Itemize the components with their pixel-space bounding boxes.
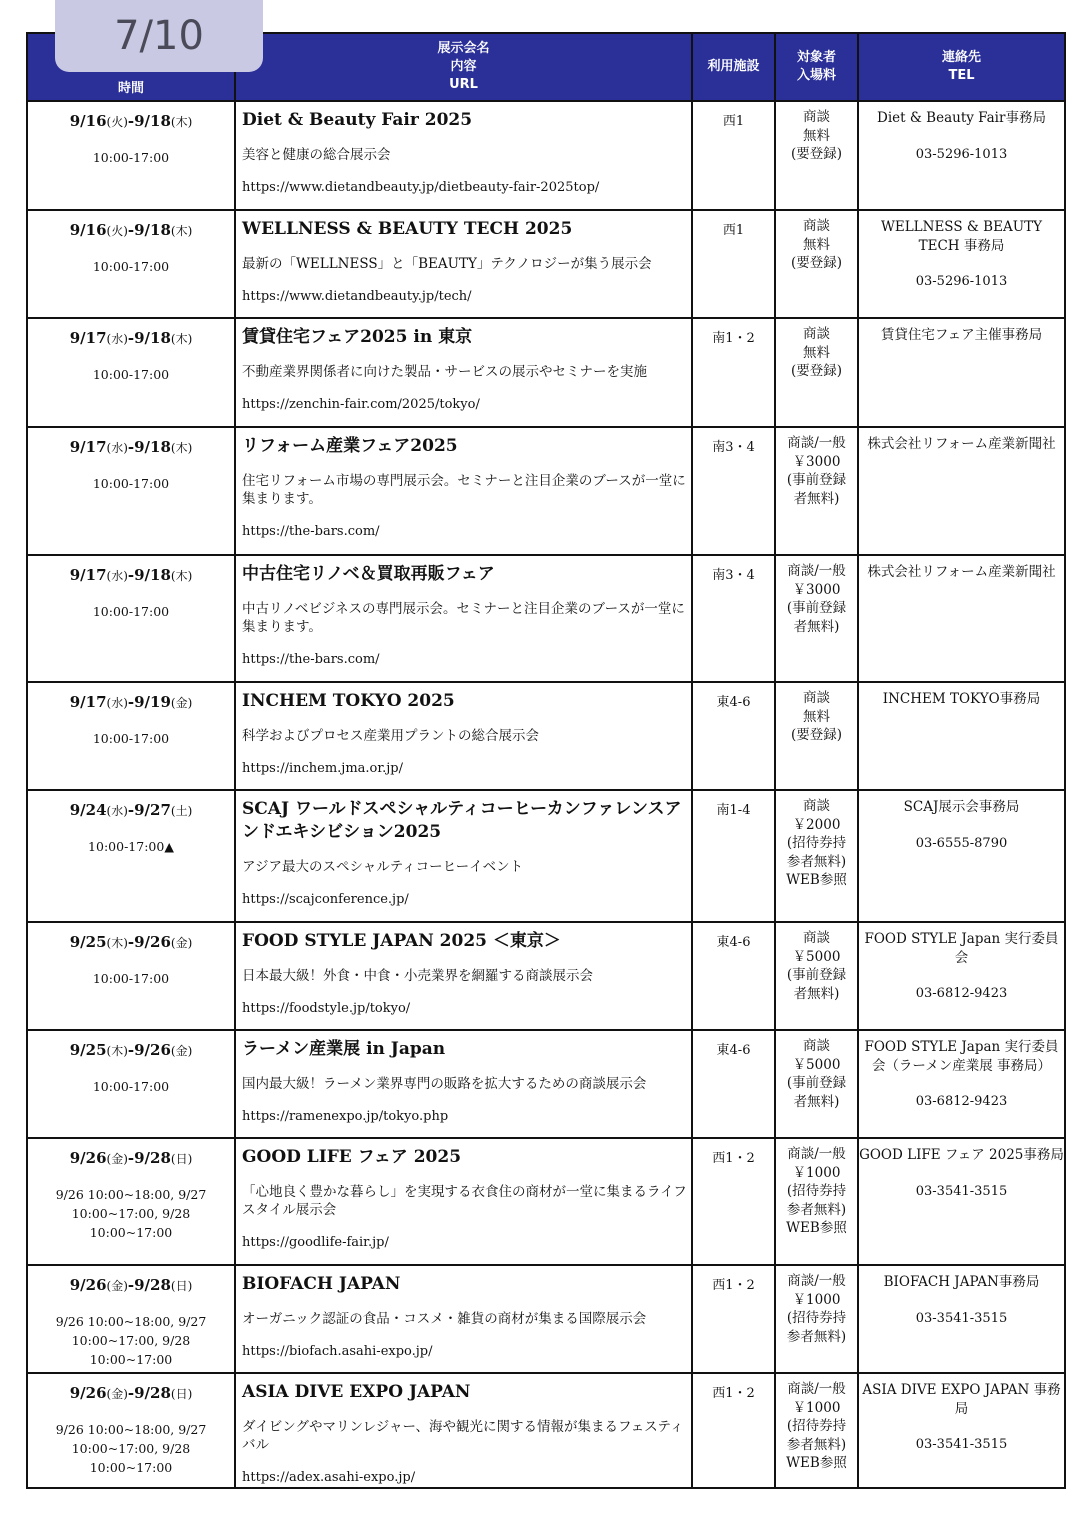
venue-cell: 東4-6 (692, 1030, 775, 1138)
event-info-cell (235, 1030, 692, 1138)
table-row (27, 922, 1065, 1030)
date-cell (27, 427, 235, 555)
admission-cell: 商談 無料 (要登録) (775, 210, 858, 318)
admission-cell: 商談/一般 ￥1000 (招待券持 参者無料) (775, 1265, 858, 1373)
admission-cell: 商談 ￥5000 (事前登録 者無料) (775, 1030, 858, 1138)
contact-cell (858, 1138, 1065, 1265)
event-hours: 10:00-17:00 (92, 259, 170, 274)
event-title: BIOFACH JAPAN (242, 1274, 401, 1294)
table-row (27, 427, 1065, 555)
date-cell (27, 790, 235, 922)
contact-cell (858, 1265, 1065, 1373)
venue-cell: 南1-4 (692, 790, 775, 922)
contact-tel: 03-3541-3515 (915, 1183, 1008, 1199)
table-row (27, 682, 1065, 790)
event-title: ラーメン産業展 in Japan (242, 1039, 446, 1059)
admission-cell: 商談 無料 (要登録) (775, 101, 858, 210)
event-date: 9/25(木)-9/26(金) (69, 1041, 193, 1059)
event-description: オーガニック認証の食品・コスメ・雑貨の商材が集まる国際展示会 (242, 1311, 647, 1327)
contact-organizer: 株式会社リフォーム産業新聞社 (867, 436, 1056, 452)
venue-cell: 東4-6 (692, 682, 775, 790)
event-title: 賃貸住宅フェア2025 in 東京 (242, 327, 473, 347)
admission-cell: 商談 ￥2000 (招待券持 参者無料) WEB参照 (775, 790, 858, 922)
contact-organizer: WELLNESS & BEAUTY TECH 事務局 (880, 219, 1042, 254)
event-url-link[interactable]: https://scajconference.jp/ (242, 892, 409, 907)
contact-cell (858, 790, 1065, 922)
event-description: 美容と健康の総合展示会 (242, 147, 391, 163)
event-description: 科学およびプロセス産業用プラントの総合展示会 (242, 728, 539, 744)
event-hours: 10:00-17:00 (92, 604, 170, 619)
contact-tel: 03-3541-3515 (915, 1437, 1008, 1452)
event-info-cell (235, 101, 692, 210)
event-url-link[interactable]: https://zenchin-fair.com/2025/tokyo/ (242, 397, 480, 412)
admission-cell: 商談 ￥5000 (事前登録 者無料) (775, 922, 858, 1030)
event-hours: 10:00-17:00▲ (88, 839, 174, 854)
admission-cell: 商談 無料 (要登録) (775, 682, 858, 790)
event-info-cell (235, 210, 692, 318)
table-row (27, 210, 1065, 318)
event-url-link[interactable]: https://goodlife-fair.jp/ (242, 1235, 389, 1250)
venue-cell: 南3・4 (692, 555, 775, 682)
event-description: 住宅リフォーム市場の専門展示会。セミナーと注目企業のブースが一堂に集まります。 (242, 473, 686, 507)
venue-cell: 南1・2 (692, 318, 775, 427)
event-url-link[interactable]: https://the-bars.com/ (242, 524, 380, 539)
event-date: 9/17(水)-9/18(木) (69, 566, 193, 584)
table-row (27, 555, 1065, 682)
event-info-cell (235, 1138, 692, 1265)
event-url-link[interactable]: https://adex.asahi-expo.jp/ (242, 1470, 416, 1485)
contact-organizer: FOOD STYLE Japan 実行委員会 (864, 931, 1059, 966)
contact-organizer: INCHEM TOKYO事務局 (882, 691, 1041, 707)
event-date: 9/16(火)-9/18(木) (69, 112, 193, 130)
event-url-link[interactable]: https://www.dietandbeauty.jp/tech/ (242, 289, 472, 304)
event-url-link[interactable]: https://foodstyle.jp/tokyo/ (242, 1001, 411, 1016)
event-hours: 10:00-17:00 (92, 971, 170, 986)
event-date: 9/16(火)-9/18(木) (69, 221, 193, 239)
event-title: リフォーム産業フェア2025 (242, 436, 458, 456)
event-title: FOOD STYLE JAPAN 2025 ＜東京＞ (242, 931, 561, 951)
event-hours: 9/26 10:00~18:00, 9/27 10:00~17:00, 9/28 10:00~17:00 (55, 1422, 207, 1475)
table-row (27, 1373, 1065, 1488)
table-row (27, 1138, 1065, 1265)
contact-tel: 03-6812-9423 (915, 1094, 1008, 1109)
header-time: 時間 (27, 33, 235, 101)
header-venue: 利用施設 (692, 33, 775, 101)
event-info-cell (235, 790, 692, 922)
contact-tel: 03-6812-9423 (915, 986, 1008, 1001)
venue-cell: 西1・2 (692, 1265, 775, 1373)
date-cell (27, 1265, 235, 1373)
contact-cell (858, 101, 1065, 210)
event-info-cell (235, 427, 692, 555)
event-date: 9/24(水)-9/27(土) (69, 801, 193, 819)
event-date: 9/26(金)-9/28(日) (69, 1384, 193, 1402)
event-date: 9/17(水)-9/19(金) (69, 693, 193, 711)
event-title: INCHEM TOKYO 2025 (242, 691, 455, 711)
contact-organizer: GOOD LIFE フェア 2025事務局 (859, 1147, 1064, 1163)
event-url-link[interactable]: https://www.dietandbeauty.jp/dietbeauty-fair-2025top/ (242, 180, 600, 195)
venue-cell: 西1・2 (692, 1138, 775, 1265)
event-date: 9/17(水)-9/18(木) (69, 438, 193, 456)
table-row (27, 1030, 1065, 1138)
event-info-cell (235, 1265, 692, 1373)
venue-cell: 南3・4 (692, 427, 775, 555)
event-date: 9/26(金)-9/28(日) (69, 1276, 193, 1294)
event-info-cell (235, 682, 692, 790)
event-info-cell (235, 555, 692, 682)
admission-cell: 商談 無料 (要登録) (775, 318, 858, 427)
event-description: 日本最大級！外食・中食・小売業界を網羅する商談展示会 (242, 968, 593, 984)
event-description: ダイビングやマリンレジャー、海や観光に関する情報が集まるフェスティバル (242, 1419, 684, 1453)
contact-cell (858, 555, 1065, 682)
event-date: 9/17(水)-9/18(木) (69, 329, 193, 347)
contact-organizer: BIOFACH JAPAN事務局 (883, 1274, 1040, 1290)
event-date: 9/26(金)-9/28(日) (69, 1149, 193, 1167)
table-row (27, 790, 1065, 922)
date-cell (27, 1138, 235, 1265)
header-target: 対象者 入場料 (775, 33, 858, 101)
contact-cell (858, 682, 1065, 790)
event-hours: 9/26 10:00~18:00, 9/27 10:00~17:00, 9/28 10:00~17:00 (55, 1314, 207, 1367)
contact-cell (858, 318, 1065, 427)
event-hours: 10:00-17:00 (92, 367, 170, 382)
contact-cell (858, 1373, 1065, 1488)
event-title: Diet & Beauty Fair 2025 (242, 110, 473, 130)
event-url-link[interactable]: https://biofach.asahi-expo.jp/ (242, 1344, 433, 1359)
table-body (27, 101, 1065, 1488)
event-url-link[interactable]: https://ramenexpo.jp/tokyo.php (242, 1109, 449, 1124)
event-description: アジア最大のスペシャルティコーヒーイベント (242, 859, 524, 875)
venue-cell: 西1 (692, 210, 775, 318)
event-url-link[interactable]: https://inchem.jma.or.jp/ (242, 761, 404, 776)
date-cell (27, 210, 235, 318)
event-hours: 10:00-17:00 (92, 731, 170, 746)
header-event: 展示会名 内容 URL (235, 33, 692, 101)
table-row (27, 1265, 1065, 1373)
venue-cell: 西1・2 (692, 1373, 775, 1488)
event-info-cell (235, 1373, 692, 1488)
page-indicator: 7/10 (55, 0, 263, 72)
event-title: 中古住宅リノベ＆買取再販フェア (242, 564, 495, 584)
contact-tel: 03-6555-8790 (915, 835, 1008, 851)
admission-cell: 商談/一般 ￥1000 (招待券持 参者無料) WEB参照 (775, 1373, 858, 1488)
venue-cell: 東4-6 (692, 922, 775, 1030)
contact-cell (858, 922, 1065, 1030)
date-cell (27, 682, 235, 790)
event-title: SCAJ ワールドスペシャルティコーヒーカンファレンスアンドエキシビション2025 (242, 799, 682, 842)
event-description: 不動産業界関係者に向けた製品・サービスの展示やセミナーを実施 (242, 364, 647, 380)
date-cell (27, 555, 235, 682)
exhibition-schedule-table (26, 32, 1066, 1489)
contact-tel: 03-3541-3515 (915, 1310, 1008, 1326)
venue-cell: 西1 (692, 101, 775, 210)
table-row (27, 101, 1065, 210)
table-row (27, 318, 1065, 427)
date-cell (27, 101, 235, 210)
event-description: 国内最大級！ラーメン業界専門の販路を拡大するための商談展示会 (242, 1076, 647, 1092)
contact-cell (858, 427, 1065, 555)
event-title: WELLNESS & BEAUTY TECH 2025 (242, 219, 573, 239)
event-hours: 10:00-17:00 (92, 476, 170, 491)
event-url-link[interactable]: https://the-bars.com/ (242, 652, 380, 667)
contact-cell (858, 1030, 1065, 1138)
event-info-cell (235, 922, 692, 1030)
contact-organizer: FOOD STYLE Japan 実行委員会（ラーメン産業展 事務局） (864, 1039, 1059, 1074)
event-description: 最新の「WELLNESS」と「BEAUTY」テクノロジーが集う展示会 (242, 256, 652, 272)
event-info-cell (235, 318, 692, 427)
event-description: 「心地良く豊かな暮らし」を実現する衣食住の商材が一堂に集まるライフスタイル展示会 (242, 1184, 687, 1218)
event-date: 9/25(木)-9/26(金) (69, 933, 193, 951)
event-title: ASIA DIVE EXPO JAPAN (242, 1382, 471, 1402)
admission-cell: 商談/一般 ￥3000 (事前登録 者無料) (775, 555, 858, 682)
event-title: GOOD LIFE フェア 2025 (242, 1147, 462, 1167)
date-cell (27, 922, 235, 1030)
admission-cell: 商談/一般 ￥1000 (招待券持 参者無料) WEB参照 (775, 1138, 858, 1265)
contact-organizer: 株式会社リフォーム産業新聞社 (867, 564, 1056, 580)
admission-cell: 商談/一般 ￥3000 (事前登録 者無料) (775, 427, 858, 555)
contact-organizer: ASIA DIVE EXPO JAPAN 事務局 (862, 1382, 1061, 1417)
event-hours: 9/26 10:00~18:00, 9/27 10:00~17:00, 9/28 10:00~17:00 (55, 1187, 207, 1240)
header-contact: 連絡先 TEL (858, 33, 1065, 101)
event-hours: 10:00-17:00 (92, 150, 170, 165)
contact-organizer: 賃貸住宅フェア主催事務局 (880, 327, 1043, 343)
date-cell (27, 1030, 235, 1138)
contact-cell (858, 210, 1065, 318)
date-cell (27, 1373, 235, 1488)
event-description: 中古リノベビジネスの専門展示会。セミナーと注目企業のブースが一堂に集まります。 (242, 601, 685, 635)
contact-organizer: SCAJ展示会事務局 (903, 799, 1020, 815)
contact-tel: 03-5296-1013 (915, 146, 1008, 162)
contact-organizer: Diet & Beauty Fair事務局 (877, 110, 1046, 126)
event-hours: 10:00-17:00 (92, 1079, 170, 1094)
contact-tel: 03-5296-1013 (915, 274, 1008, 289)
date-cell (27, 318, 235, 427)
